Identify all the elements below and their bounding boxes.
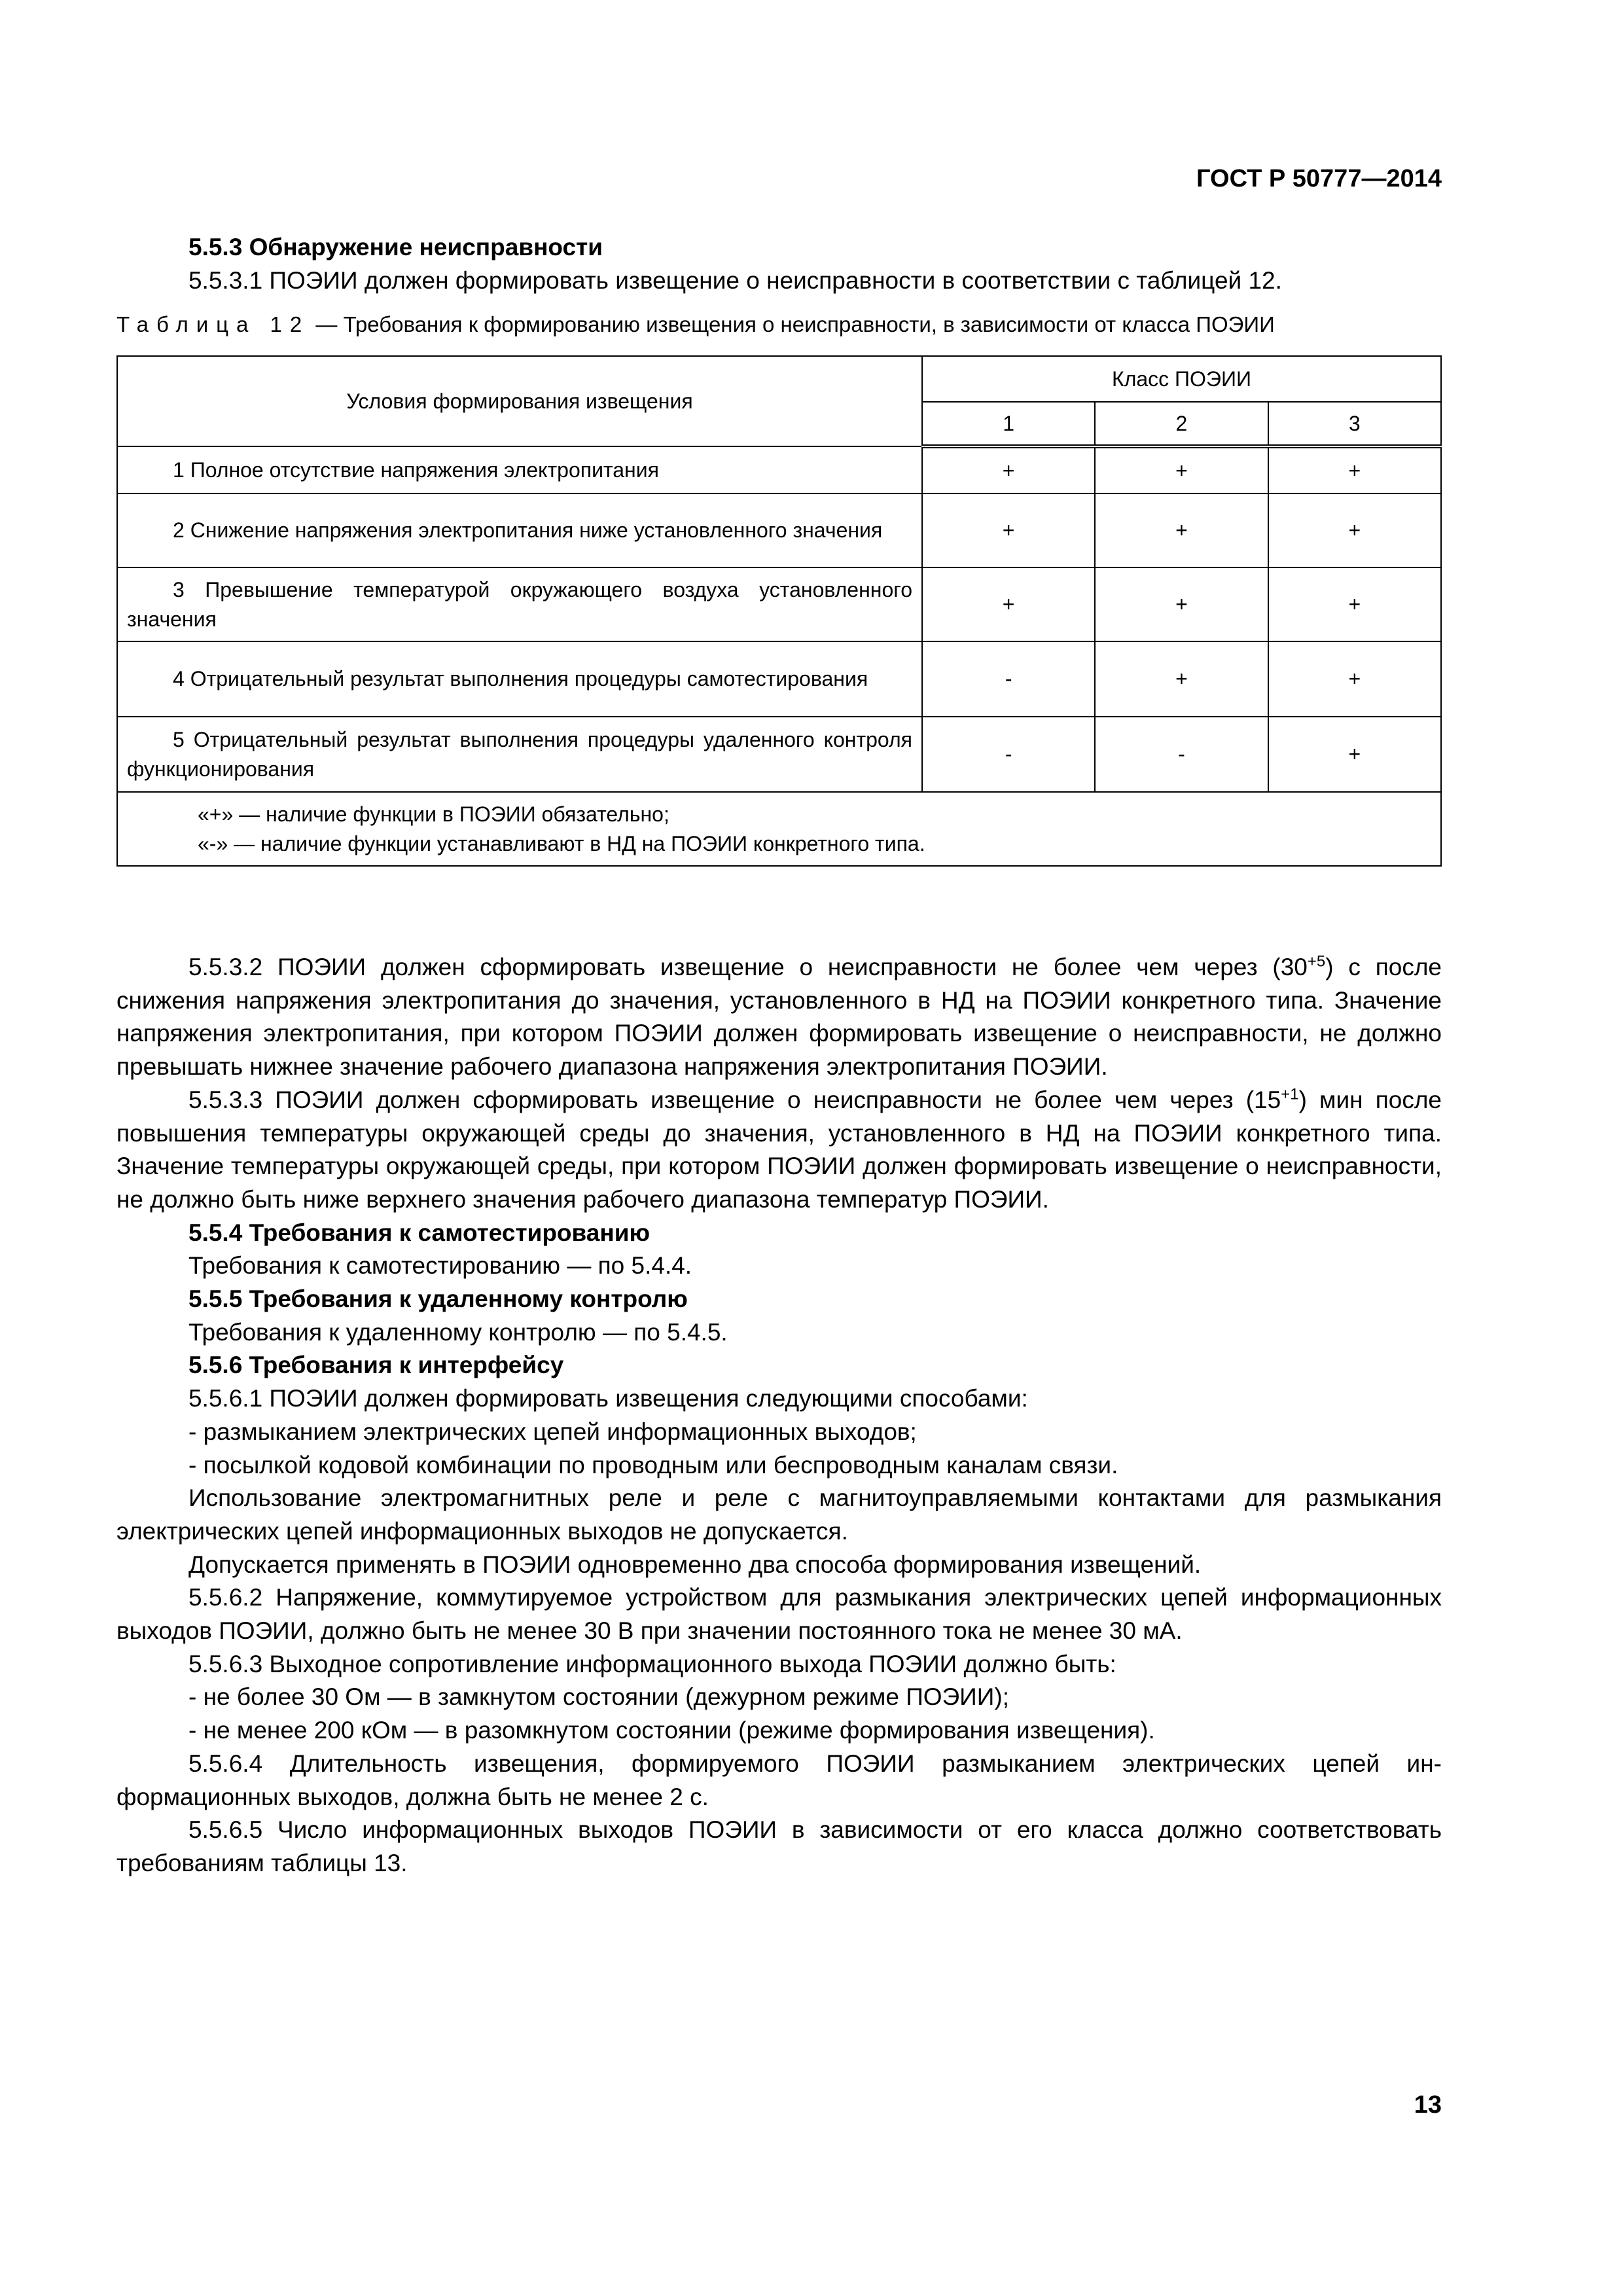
text: ) мин после повышения температуры окружающей среды до значения, установленного в НД на ПОЭИИ конкретного типа. Значение температуры окружающей среды, при котором ПОЭИИ должен формировать извещение о неисправности, не должно быть ниже верхнего значения рабочего диапазона температур ПОЭИИ. <box>116 1086 1442 1213</box>
section-heading: 5.5.3 Обнаружение неисправности <box>188 234 603 260</box>
text: 5.5.3.3 ПОЭИИ должен сформировать извещение о неисправности не более чем через (15 <box>188 1086 1281 1113</box>
paragraph: 5.5.6.3 Выходное сопротивление информационного выхода ПОЭИИ должно быть: <box>188 1650 1116 1677</box>
value-cell: + <box>922 493 1095 567</box>
condition-cell: 1 Полное отсутствие напряжения электропитания <box>117 446 922 493</box>
requirements-table <box>116 355 1442 867</box>
value-cell: + <box>1095 493 1268 567</box>
paragraph: 5.5.3.1 ПОЭИИ должен формировать извещение о неисправности в соответствии с таблицей 12. <box>188 266 1282 294</box>
paragraph: - не более 30 Ом — в замкнутом состоянии (дежурном режиме ПОЭИИ); <box>188 1683 1009 1711</box>
section-heading: 5.5.5 Требования к удаленному контролю <box>188 1285 688 1313</box>
paragraph: Требования к удаленному контролю — по 5.4.5. <box>188 1318 728 1346</box>
paragraph: 5.5.6.5 Число информационных выходов ПОЭИИ в зависимости от его класса должно соответствовать требованиям таблицы 13. <box>116 1816 1442 1876</box>
table-row <box>117 641 1441 717</box>
paragraph: Допускается применять в ПОЭИИ одновременно два способа формирования извещений. <box>188 1551 1202 1578</box>
section-5-5-3 <box>116 231 1442 867</box>
paragraph: Использование электромагнитных реле и реле с магнитоуправляемыми контактами для размыкания электрических цепей информационных выходов не допускается. <box>116 1484 1442 1545</box>
section-heading: 5.5.6 Требования к интерфейсу <box>188 1352 564 1379</box>
condition-cell: 5 Отрицательный результат выполнения процедуры удаленного контроля функционирования <box>117 717 922 792</box>
header-class: Класс ПОЭИИ <box>922 356 1441 402</box>
paragraph: - размыканием электрических цепей информационных выходов; <box>188 1418 917 1445</box>
body-text <box>116 951 1442 1880</box>
table-caption-label: Таблица 12 <box>116 312 310 337</box>
value-cell: - <box>922 717 1095 792</box>
table-notes <box>117 792 1441 866</box>
note-plus: «+» — наличие функции в ПОЭИИ обязательно; <box>198 802 669 826</box>
paragraph-5-5-3-3 <box>116 1084 1442 1217</box>
value-cell: + <box>1268 717 1441 792</box>
table-caption <box>116 310 1442 338</box>
paragraph: - посылкой кодовой комбинации по проводным или беспроводным каналам связи. <box>188 1451 1118 1479</box>
header-class-1: 1 <box>922 402 1095 446</box>
paragraph: - не менее 200 кОм — в разомкнутом состоянии (режиме формирования извещения). <box>188 1717 1155 1744</box>
header-condition: Условия формирования извещения <box>117 356 922 446</box>
paragraph: 5.5.6.1 ПОЭИИ должен формировать извещения следующими способами: <box>188 1385 1028 1412</box>
condition-cell: 3 Превышение температурой окружающего воздуха установленного значения <box>117 567 922 641</box>
superscript: +1 <box>1281 1085 1299 1103</box>
paragraph: 5.5.6.4 Длительность извещения, формируемого ПОЭИИ размыканием электрических цепей информационных выходов, должна быть не менее 2 с. <box>116 1749 1442 1810</box>
note-minus: «-» — наличие функции устанавливают в НД на ПОЭИИ конкретного типа. <box>198 831 925 855</box>
header-class-2: 2 <box>1095 402 1268 446</box>
condition-cell: 2 Снижение напряжения электропитания ниже установленного значения <box>117 493 922 567</box>
paragraph-5-5-3-2 <box>116 951 1442 1084</box>
value-cell: + <box>922 567 1095 641</box>
header-class-3: 3 <box>1268 402 1441 446</box>
section-heading: 5.5.4 Требования к самотестированию <box>188 1219 651 1246</box>
table-row <box>117 446 1441 493</box>
table-row <box>117 567 1441 641</box>
table-caption-text: — Требования к формированию извещения о неисправности, в зависимости от класса ПОЭИИ <box>310 312 1275 337</box>
superscript: +5 <box>1307 952 1326 971</box>
value-cell: + <box>1268 493 1441 567</box>
value-cell: - <box>922 641 1095 717</box>
value-cell: + <box>1268 567 1441 641</box>
text: ) с после снижения напряжения электропитания до значения, установленного в НД на ПОЭИИ конкретного типа. Значение напряжения электропитания, при котором ПОЭИИ должен формировать извещение о неисправности, не должно превышать нижнее значение рабочего диапазона напряжения электропитания ПОЭИИ. <box>116 954 1442 1081</box>
page-number: 13 <box>1414 2091 1442 2119</box>
condition-cell: 4 Отрицательный результат выполнения процедуры самотестирования <box>117 641 922 717</box>
paragraph: 5.5.6.2 Напряжение, коммутируемое устройством для размыкания электрических цепей информационных выходов ПОЭИИ, должно быть не менее 30 В при значении постоянного тока не менее 30 мА. <box>116 1584 1442 1645</box>
table-row <box>117 717 1441 792</box>
table-row <box>117 493 1441 567</box>
value-cell: + <box>1095 446 1268 493</box>
value-cell: + <box>1268 446 1441 493</box>
value-cell: + <box>1268 641 1441 717</box>
text: 5.5.3.2 ПОЭИИ должен сформировать извещение о неисправности не более чем через (30 <box>188 954 1308 980</box>
value-cell: + <box>922 446 1095 493</box>
value-cell: + <box>1095 641 1268 717</box>
value-cell: - <box>1095 717 1268 792</box>
value-cell: + <box>1095 567 1268 641</box>
paragraph: Требования к самотестированию — по 5.4.4. <box>188 1252 692 1280</box>
document-header: ГОСТ Р 50777—2014 <box>1196 165 1442 192</box>
